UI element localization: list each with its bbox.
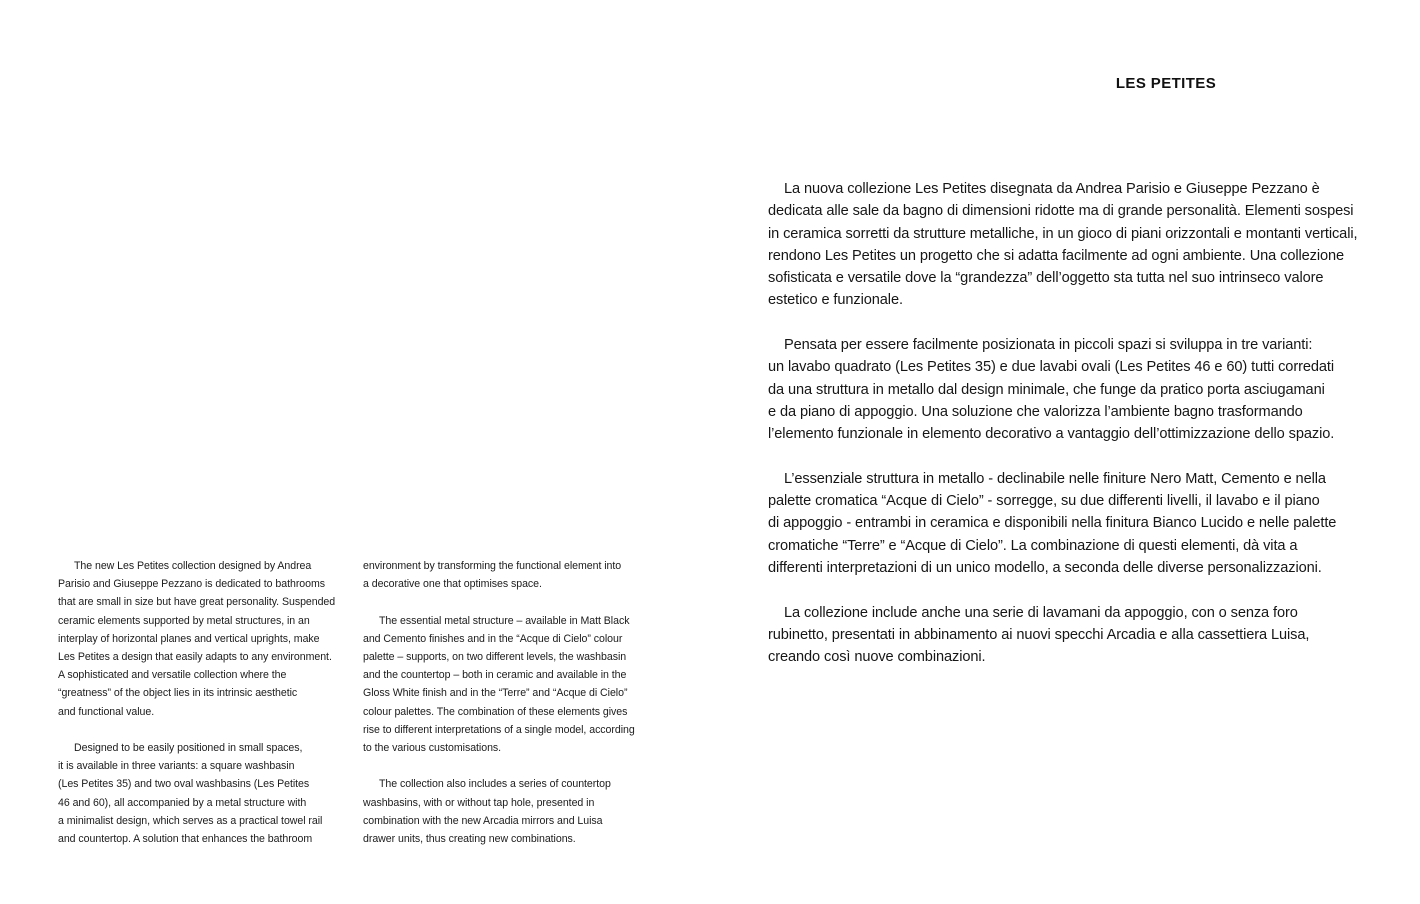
text-line: The new Les Petites collection designed by Andrea — [74, 560, 312, 572]
text-line: and Cemento finishes and in the “Acque di Cielo” colour — [363, 632, 623, 645]
text-line: Parisio and Giuseppe Pezzano is dedicated to bathrooms — [58, 578, 326, 591]
text-line: (Les Petites 35) and two oval washbasins (Les Petites — [58, 778, 310, 791]
text-line: di appoggio - entrambi in ceramica e disponibili nella finitura Bianco Lucido e nelle palette — [768, 515, 1337, 532]
english-text-column-1 — [58, 557, 348, 848]
text-line: environment by transforming the functional element into — [363, 560, 622, 572]
paragraph-it-1 — [768, 178, 1368, 312]
paragraph-en-3 — [363, 612, 658, 758]
text-line: a decorative one that optimises space. — [363, 578, 542, 591]
text-line: dedicata alle sale da bagno di dimensioni ridotte ma di grande personalità. Elementi sospesi — [768, 203, 1354, 220]
paragraph-it-2 — [768, 334, 1368, 445]
text-line: palette cromatica “Acque di Cielo” - sorregge, su due differenti livelli, il lavabo e il piano — [768, 493, 1320, 510]
text-line: La nuova collezione Les Petites disegnata da Andrea Parisio e Giuseppe Pezzano è — [784, 181, 1320, 197]
text-line: The essential metal structure – available in Matt Black — [379, 614, 630, 627]
text-line: rendono Les Petites un progetto che si adatta facilmente ad ogni ambiente. Una collezione — [768, 247, 1345, 264]
text-line: rubinetto, presentati in abbinamento ai nuovi specchi Arcadia e alla cassettiera Luisa, — [768, 626, 1310, 643]
text-line: sofisticata e versatile dove la “grandezza” dell’oggetto sta tutta nel suo intrinseco valore — [768, 270, 1324, 287]
text-line: washbasins, with or without tap hole, presented in — [363, 796, 595, 809]
text-line: a minimalist design, which serves as a practical towel rail — [58, 814, 323, 827]
text-line: that are small in size but have great personality. Suspended — [58, 596, 336, 609]
text-line: The collection also includes a series of countertop — [379, 778, 611, 791]
italian-text-column — [768, 178, 1368, 669]
text-line: differenti interpretazioni di un unico modello, a seconda delle diverse personalizzazioni. — [768, 560, 1322, 577]
paragraph-en-2 — [58, 739, 348, 848]
paragraph-it-4 — [768, 602, 1368, 669]
text-line: 46 and 60), all accompanied by a metal structure with — [58, 796, 307, 809]
text-line: estetico e funzionale. — [768, 292, 903, 309]
text-line: and countertop. A solution that enhances the bathroom — [58, 833, 313, 846]
paragraph-en-1 — [58, 557, 348, 721]
right-page — [710, 0, 1420, 904]
text-line: it is available in three variants: a square washbasin — [58, 760, 295, 773]
paragraph-it-3 — [768, 468, 1368, 579]
text-line: Gloss White finish and in the “Terre” and “Acque di Cielo” — [363, 687, 628, 700]
text-line: and the countertop – both in ceramic and available in the — [363, 669, 627, 682]
english-text-column-2 — [363, 557, 658, 848]
text-line: Designed to be easily positioned in small spaces, — [74, 742, 303, 755]
paragraph-en-2-continued — [363, 557, 658, 593]
text-line: L’essenziale struttura in metallo - declinabile nelle finiture Nero Matt, Cemento e nella — [784, 470, 1326, 487]
page-title: LES PETITES — [1115, 75, 1217, 92]
text-line: palette – supports, on two different levels, the washbasin — [363, 651, 627, 663]
text-line: creando così nuove combinazioni. — [768, 649, 986, 666]
text-line: cromatiche “Terre” e “Acque di Cielo”. La combinazione di questi elementi, dà vita a — [768, 537, 1298, 554]
text-line: to the various customisations. — [363, 742, 502, 755]
text-line: drawer units, thus creating new combinations. — [363, 833, 576, 846]
text-line: and functional value. — [58, 705, 155, 718]
text-line: e da piano di appoggio. Una soluzione che valorizza l’ambiente bagno trasformando — [768, 403, 1303, 420]
text-line: Pensata per essere facilmente posizionata in piccoli spazi si sviluppa in tre varianti: — [784, 337, 1313, 354]
text-line: rise to different interpretations of a single model, according — [363, 723, 635, 736]
text-line: in ceramica sorretti da strutture metalliche, in un gioco di piani orizzontali e montanti verticali, — [768, 225, 1358, 242]
text-line: colour palettes. The combination of these elements gives — [363, 705, 628, 718]
text-line: La collezione include anche una serie di lavamani da appoggio, con o senza foro — [784, 604, 1298, 621]
text-line: combination with the new Arcadia mirrors and Luisa — [363, 814, 603, 827]
paragraph-en-4 — [363, 775, 658, 848]
text-line: un lavabo quadrato (Les Petites 35) e due lavabi ovali (Les Petites 46 e 60) tutti corredati — [768, 359, 1334, 376]
text-line: da una struttura in metallo dal design minimale, che funge da pratico porta asciugamani — [768, 381, 1325, 398]
text-line: interplay of horizontal planes and vertical uprights, make — [58, 632, 320, 645]
text-line: ceramic elements supported by metal structures, in an — [58, 614, 310, 627]
text-line: “greatness” of the object lies in its intrinsic aesthetic — [58, 687, 298, 700]
text-line: A sophisticated and versatile collection where the — [58, 669, 287, 682]
text-line: Les Petites a design that easily adapts to any environment. — [58, 651, 332, 664]
text-line: l’elemento funzionale in elemento decorativo a vantaggio dell’ottimizzazione dello spazio. — [768, 426, 1335, 443]
